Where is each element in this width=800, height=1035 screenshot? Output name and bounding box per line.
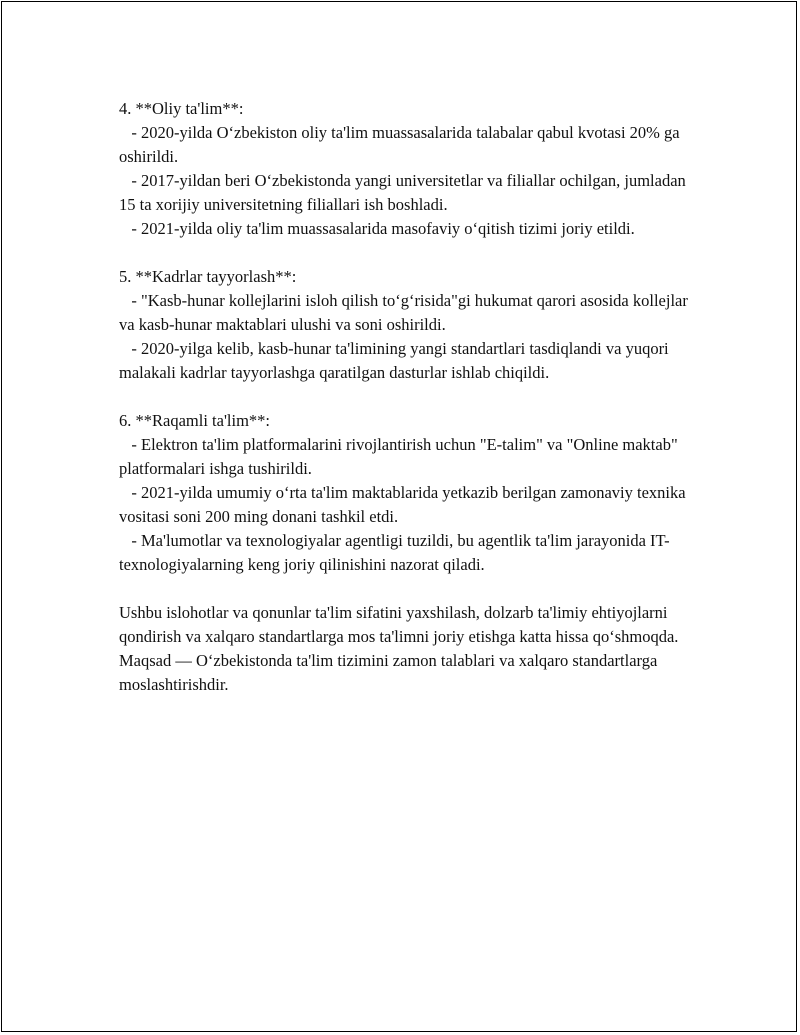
document-page bbox=[1, 1, 797, 1032]
list-item-text: 2020-yilga kelib, kasb-hunar ta'limining yangi standartlari tasdiqlandi va yuqori malakali kadrlar tayyorlashga qaratilgan dasturlar ishlab chiqildi. bbox=[119, 339, 669, 382]
section-heading: 6. **Raqamli ta'lim**: bbox=[119, 411, 270, 430]
list-item: - 2020-yilga kelib, kasb-hunar ta'limining yangi standartlari tasdiqlandi va yuqori malakali kadrlar tayyorlashga qaratilgan dasturlar ishlab chiqildi. bbox=[119, 339, 669, 382]
closing-paragraph: Ushbu islohotlar va qonunlar ta'lim sifatini yaxshilash, dolzarb ta'limiy ehtiyojlarni qondirish va xalqaro standartlarga mos ta'limni joriy etishga katta hissa qo‘shmoqda. Maqsad — O‘zbekistonda ta'lim tizimini zamon talablari va xalqaro standartlarga moslashtirishdir. bbox=[119, 603, 679, 694]
section-heading: 4. **Oliy ta'lim**: bbox=[119, 99, 244, 118]
paragraph-gap bbox=[119, 241, 689, 265]
section-kadrlar-tayyorlash bbox=[119, 265, 689, 385]
list-item-text: Ma'lumotlar va texnologiyalar agentligi tuzildi, bu agentlik ta'lim jarayonida IT-texnologiyalarning keng joriy qilinishini nazorat qiladi. bbox=[119, 531, 670, 574]
list-item: - 2021-yilda oliy ta'lim muassasalarida masofaviy o‘qitish tizimi joriy etildi. bbox=[119, 219, 635, 238]
list-item: - 2021-yilda umumiy o‘rta ta'lim maktablarida yetkazib berilgan zamonaviy texnika vositasi soni 200 ming donani tashkil etdi. bbox=[119, 483, 686, 526]
list-item-text: "Kasb-hunar kollejlarini isloh qilish to‘g‘risida"gi hukumat qarori asosida kollejlar va kasb-hunar maktablari ulushi va soni oshirildi. bbox=[119, 291, 688, 334]
list-item: - "Kasb-hunar kollejlarini isloh qilish to‘g‘risida"gi hukumat qarori asosida kollejlar va kasb-hunar maktablari ulushi va soni oshirildi. bbox=[119, 291, 688, 334]
list-item: - 2020-yilda O‘zbekiston oliy ta'lim muassasalarida talabalar qabul kvotasi 20% ga oshirildi. bbox=[119, 123, 680, 166]
list-item: - 2017-yildan beri O‘zbekistonda yangi universitetlar va filiallar ochilgan, jumladan 15 ta xorijiy universitetning filiallari ish boshladi. bbox=[119, 171, 686, 214]
paragraph-gap bbox=[119, 385, 689, 409]
list-item-text: 2020-yilda O‘zbekiston oliy ta'lim muassasalarida talabalar qabul kvotasi 20% ga oshirildi. bbox=[119, 123, 680, 166]
list-item-text: 2021-yilda oliy ta'lim muassasalarida masofaviy o‘qitish tizimi joriy etildi. bbox=[141, 219, 635, 238]
paragraph-gap bbox=[119, 577, 689, 601]
list-item-text: 2017-yildan beri O‘zbekistonda yangi universitetlar va filiallar ochilgan, jumladan 15 ta xorijiy universitetning filiallari ish boshladi. bbox=[119, 171, 686, 214]
section-oliy-talim bbox=[119, 97, 689, 241]
section-heading: 5. **Kadrlar tayyorlash**: bbox=[119, 267, 297, 286]
document-body bbox=[119, 97, 689, 697]
list-item-text: Elektron ta'lim platformalarini rivojlantirish uchun "E-talim" va "Online maktab" platformalari ishga tushirildi. bbox=[119, 435, 678, 478]
list-item: - Elektron ta'lim platformalarini rivojlantirish uchun "E-talim" va "Online maktab" platformalari ishga tushirildi. bbox=[119, 435, 678, 478]
list-item-text: 2021-yilda umumiy o‘rta ta'lim maktablarida yetkazib berilgan zamonaviy texnika vositasi soni 200 ming donani tashkil etdi. bbox=[119, 483, 686, 526]
list-item: - Ma'lumotlar va texnologiyalar agentligi tuzildi, bu agentlik ta'lim jarayonida IT-texnologiyalarning keng joriy qilinishini nazorat qiladi. bbox=[119, 531, 670, 574]
section-raqamli-talim bbox=[119, 409, 689, 577]
